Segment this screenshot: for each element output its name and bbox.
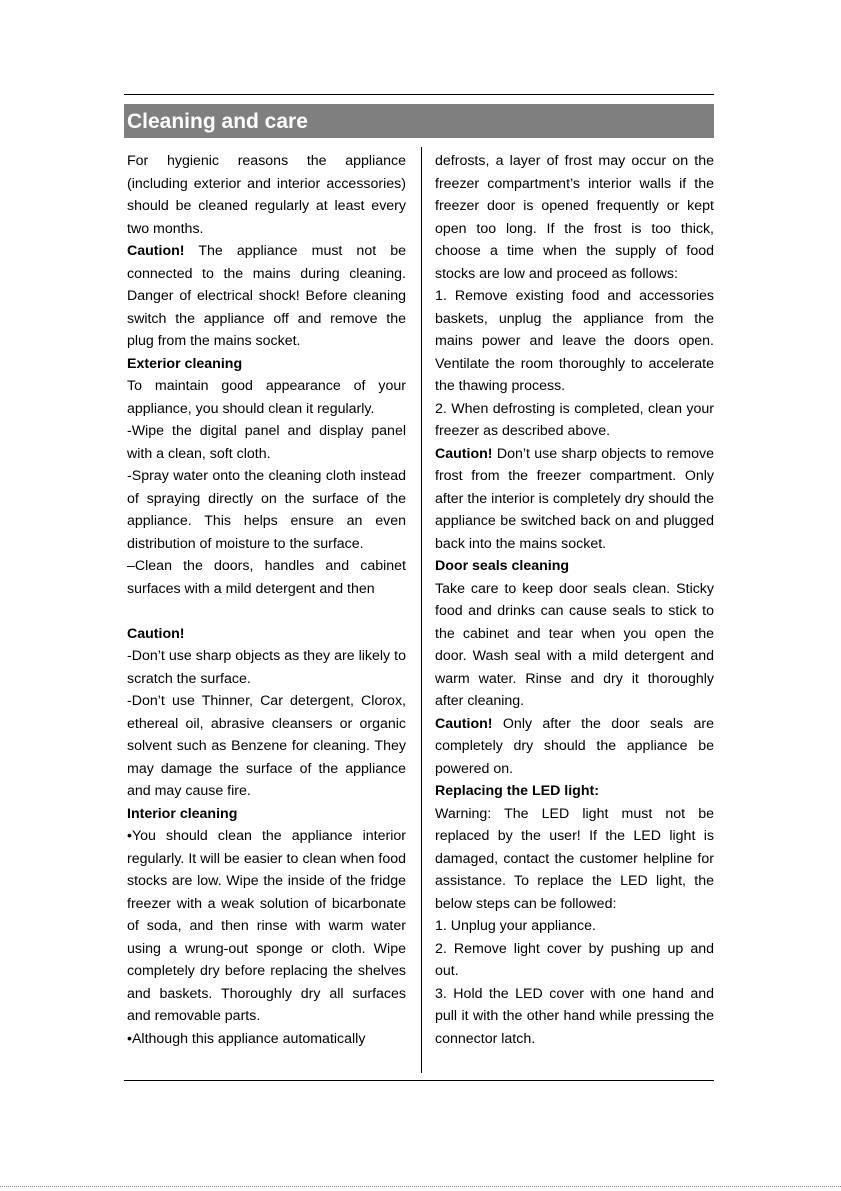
top-rule xyxy=(124,94,714,95)
defrost-step: 1. Remove existing food and accessories baskets, unplug the appliance from the mains power and leave the doors open. Ventilate the room thoroughly to accelerate the thawing process. xyxy=(435,288,714,394)
caution-text: The appliance must not be connected to the mains during cleaning. Danger of electrical shock! Before cleaning switch the appliance off and remove the plug from the mains socket. xyxy=(127,243,406,349)
caution-item: -Don’t use sharp objects as they are likely to scratch the surface. xyxy=(127,648,406,687)
defrost-step: 2. When defrosting is completed, clean your freezer as described above. xyxy=(435,400,714,439)
section-title: Cleaning and care xyxy=(127,110,308,133)
defrost-paragraph: defrosts, a layer of frost may occur on the freezer compartment’s interior walls if the freezer door is opened frequently or kept open too long. If the frost is too thick, choose a time when the supply of food stocks are low and proceed as follows: xyxy=(435,153,714,282)
led-heading: Replacing the LED light: xyxy=(435,783,599,799)
caution-label: Caution! xyxy=(435,445,493,462)
caution-text: Only after the door seals are completely dry should the appliance be powered on. xyxy=(435,715,714,777)
intro-paragraph: For hygienic reasons the appliance (including exterior and interior accessories) should be cleaned regularly at least every two months. xyxy=(127,153,406,237)
exterior-item: -Wipe the digital panel and display panel with a clean, soft cloth. xyxy=(127,423,406,462)
section-banner xyxy=(124,104,714,138)
led-warning: Warning: The LED light must not be replaced by the user! If the LED light is damaged, contact the customer helpline for assistance. To replace the LED light, the below steps can be followed: xyxy=(435,805,714,912)
interior-item: •You should clean the appliance interior regularly. It will be easier to clean when food stocks are low. Wipe the inside of the fridge freezer with a weak solution of bicarbonate of soda, and then rinse with warm water using a wrung-out sponge or cloth. Wipe completely dry before replacing the shelves and baskets. Thoroughly dry all surfaces and removable parts. xyxy=(127,828,406,1024)
exterior-cleaning-heading: Exterior cleaning xyxy=(127,355,243,372)
exterior-intro: To maintain good appearance of your appliance, you should clean it regularly. xyxy=(127,378,406,417)
caution-text: Don’t use sharp objects to remove frost from the freezer compartment. Only after the interior is completely dry should the appliance be switched back on and plugged back into the mains socket. xyxy=(435,445,714,552)
caution-paragraph xyxy=(435,443,714,556)
door-seals-heading: Door seals cleaning xyxy=(435,558,570,574)
led-step: 2. Remove light cover by pushing up and out. xyxy=(435,940,714,979)
led-step: 1. Unplug your appliance. xyxy=(435,918,596,934)
blank-line xyxy=(127,600,406,623)
led-step: 3. Hold the LED cover with one hand and pull it with the other hand while pressing the connector latch. xyxy=(435,985,714,1047)
exterior-item: –Clean the doors, handles and cabinet surfaces with a mild detergent and then xyxy=(127,558,406,597)
page-edge-dotted-line xyxy=(0,1186,841,1187)
caution-paragraph xyxy=(127,240,406,353)
column-divider xyxy=(421,147,422,1073)
exterior-item: -Spray water onto the cleaning cloth instead of spraying directly on the surface of the appliance. This helps ensure an even distribution of moisture to the surface. xyxy=(127,468,406,552)
caution-label: Caution! xyxy=(127,243,185,259)
right-column xyxy=(435,150,714,1050)
interior-item: •Although this appliance automatically xyxy=(127,1030,366,1047)
left-column xyxy=(127,150,406,1050)
caution-label: Caution! xyxy=(435,715,493,732)
door-seals-paragraph: Take care to keep door seals clean. Sticky food and drinks can cause seals to stick to the cabinet and tear when you open the door. Wash seal with a mild detergent and warm water. Rinse and dry it thoroughly after cleaning. xyxy=(435,580,714,709)
interior-cleaning-heading: Interior cleaning xyxy=(127,805,238,822)
bottom-rule xyxy=(124,1080,714,1081)
caution-item: -Don’t use Thinner, Car detergent, Clorox, ethereal oil, abrasive cleansers or organic solvent such as Benzene for cleaning. They may damage the surface of the appliance and may cause fire. xyxy=(127,693,406,799)
caution-heading: Caution! xyxy=(127,625,185,642)
caution-paragraph xyxy=(435,713,714,781)
